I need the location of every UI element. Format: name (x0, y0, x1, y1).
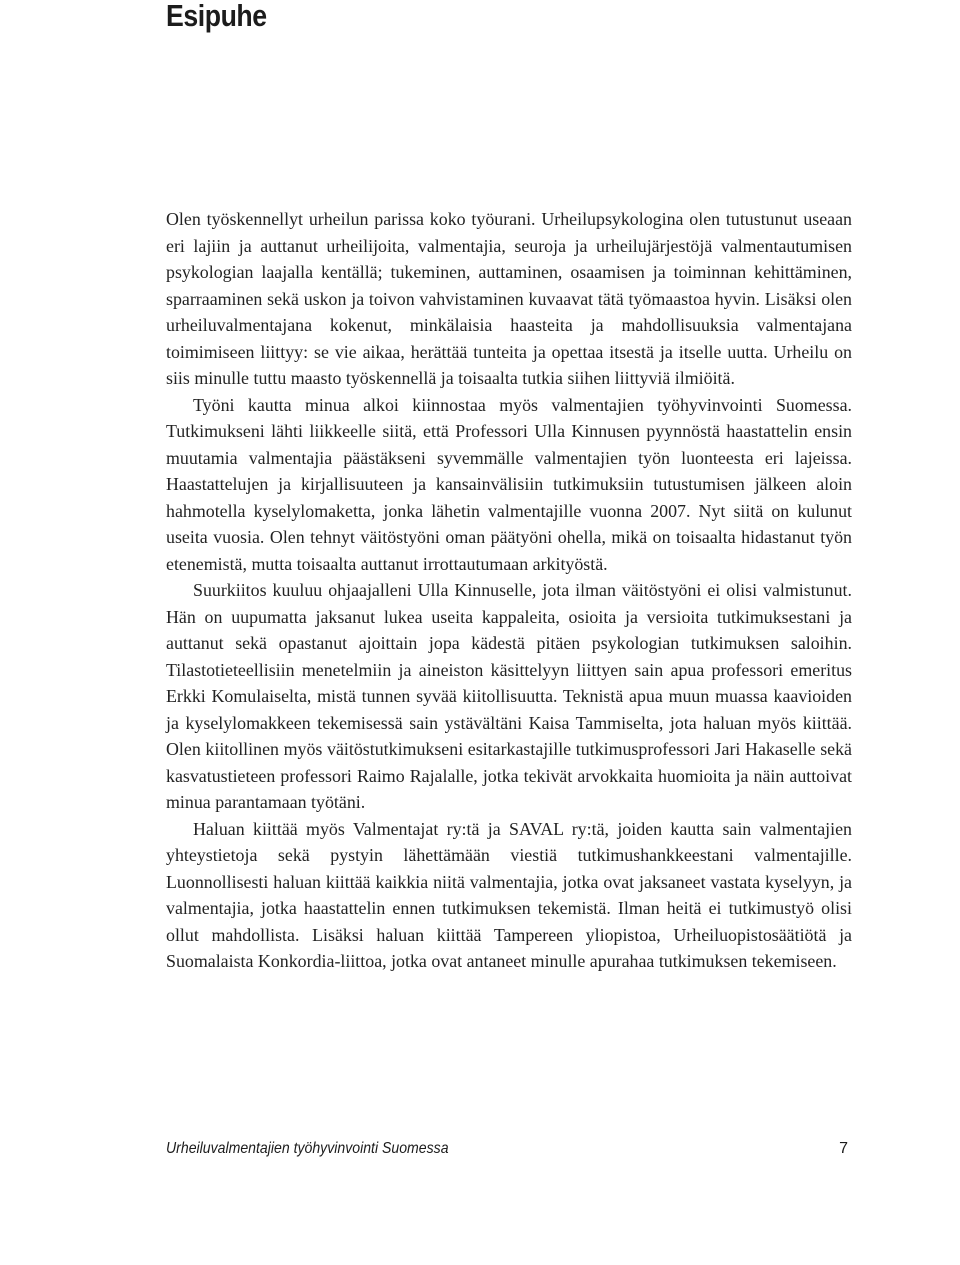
page-title: Esipuhe (166, 0, 267, 33)
preface-body (166, 206, 852, 975)
page-number: 7 (839, 1140, 848, 1157)
paragraph-1: Olen työskennellyt urheilun parissa koko työurani. Urheilupsykologina olen tutustunut useaan eri lajiin ja auttanut urheilijoita, valmentajia, seuroja ja urheilujärjestöjä valmentautumisen psykologian laajalla kentällä; tukeminen, auttaminen, osaamisen ja toiminnan kehittäminen, sparraaminen sekä uskon ja toivon vahvistaminen kuvaavat tätä työmaastoa hyvin. Lisäksi olen urheiluvalmentajana kokenut, minkälaisia haasteita ja mahdollisuuksia valmentajana toimimiseen liittyy: se vie aikaa, herättää tunteita ja opettaa itsestä ja itselle uutta. Urheilu on siis minulle tuttu maasto työskennellä ja toisaalta tutkia siihen liittyviä ilmiöitä. (166, 209, 852, 388)
paragraph-2: Työni kautta minua alkoi kiinnostaa myös valmentajien työhyvinvointi Suomessa. Tutkimukseni lähti liikkeelle siitä, että Professori Ulla Kinnusen pyynnöstä haastattelin ensin muutamia valmentajia päästäkseni syvemmälle valmentajien työn luonteesta eri lajeissa. Haastattelujen ja kirjallisuuteen ja kansainvälisiin tutkimuksiin tutustumisen jälkeen aloin hahmotella kyselylomaketta, jonka lähetin valmentajille vuonna 2007. Nyt siitä on kulunut useita vuosia. Olen tehnyt väitöstyöni oman päätyöni ohella, mikä on toisaalta hidastanut työn etenemistä, mutta toisaalta auttanut irrottautumaan arkityöstä. (166, 394, 852, 574)
paragraph-4: Haluan kiittää myös Valmentajat ry:tä ja SAVAL ry:tä, joiden kautta sain valmentajien yhteystietoja sekä pystyin lähettämään viestiä tutkimushankkeestani valmentajille. Luonnollisesti haluan kiittää kaikkia niitä valmentajia, jotka ovat jaksaneet vastata kyselyyn, ja valmentajia, jotka haastattelin ennen tutkimuksen tekemistä. Ilman heitä ei tutkimustyö olisi ollut mahdollista. Lisäksi haluan kiittää Tampereen yliopistoa, Urheiluopistosäätiötä ja Suomalaista Konkordia-liittoa, jotka ovat antaneet minulle apurahaa tutkimuksen tekemiseen. (166, 818, 852, 971)
paragraph-3: Suurkiitos kuuluu ohjaajalleni Ulla Kinnuselle, jota ilman väitöstyöni ei olisi valmistunut. Hän on uupumatta jaksanut lukea useita kappaleita, osioita ja versioita tutkimuksestani ja auttanut sekä opastanut ajoittain jopa kädestä pitäen psykologian tutkimuksen saloihin. Tilastotieteellisiin menetelmiin ja aineiston käsittelyyn liittyen sain apua professori emeritus Erkki Komulaiselta, mistä tunnen syvää kiitollisuutta. Teknistä apua muun muassa kaavioiden ja kyselylomakkeen tekemisessä sain ystävältäni Kaisa Tammiselta, jota haluan myös kiittää. Olen kiitollinen myös väitöstutkimukseni esitarkastajille tutkimusprofessori Jari Hakaselle sekä kasvatustieteen professori Raimo Rajalalle, jotka tekivät arvokkaita huomioita ja näin auttoivat minua parantamaan työtäni. (166, 580, 852, 812)
footer-running-title: Urheiluvalmentajien työhyvinvointi Suomessa (166, 1140, 449, 1157)
